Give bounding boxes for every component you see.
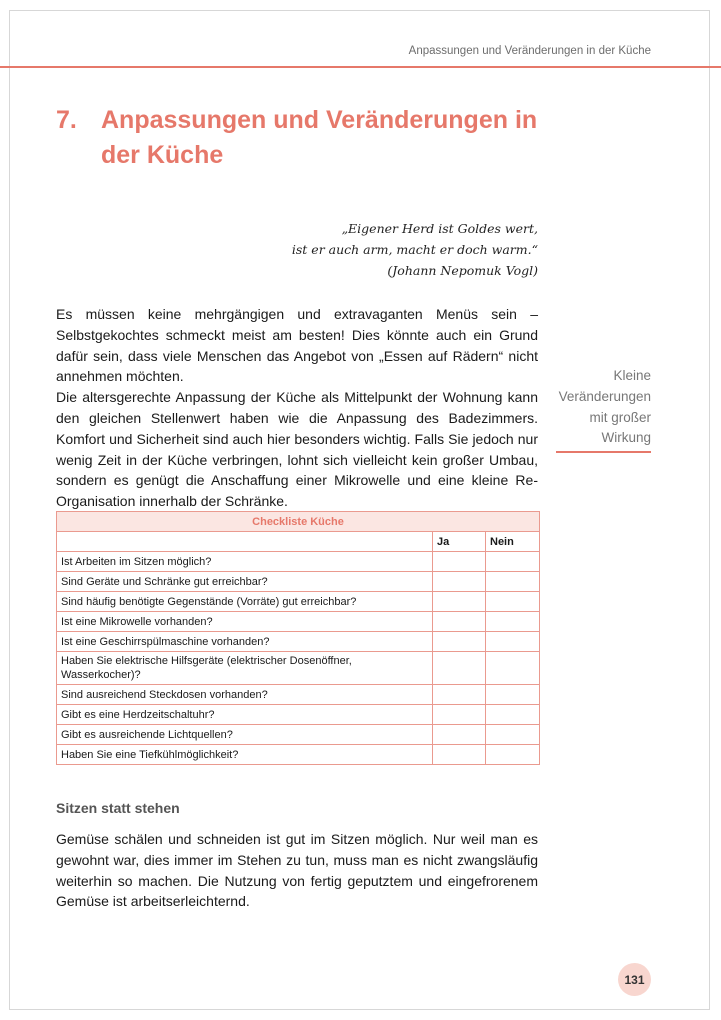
table-row: [57, 745, 540, 765]
checkbox-yes[interactable]: [433, 725, 486, 745]
checkbox-no[interactable]: [486, 592, 540, 612]
table-row: [57, 705, 540, 725]
table-row: [57, 725, 540, 745]
checklist-question: Haben Sie eine Tiefkühlmöglichkeit?: [57, 745, 433, 765]
checkbox-yes[interactable]: [433, 632, 486, 652]
checklist-question: Sind häufig benötigte Gegenstände (Vorräte) gut erreichbar?: [57, 592, 433, 612]
checkbox-no[interactable]: [486, 685, 540, 705]
table-row: [57, 612, 540, 632]
running-header: Anpassungen und Veränderungen in der Küche: [408, 45, 651, 57]
table-row: [57, 685, 540, 705]
checkbox-yes[interactable]: [433, 552, 486, 572]
checklist-question: Ist Arbeiten im Sitzen möglich?: [57, 552, 433, 572]
checkbox-yes[interactable]: [433, 612, 486, 632]
checklist-question: Ist eine Geschirrspülmaschine vorhanden?: [57, 632, 433, 652]
checkbox-yes[interactable]: [433, 652, 486, 685]
margin-note: Kleine Veränderungen mit großer Wirkung: [556, 366, 651, 453]
chapter-number: 7.: [56, 106, 77, 134]
quote-author: (Johann Nepomuk Vogl): [387, 263, 538, 278]
checkbox-yes[interactable]: [433, 745, 486, 765]
checkbox-yes[interactable]: [433, 705, 486, 725]
checklist-table: [56, 511, 540, 765]
checkbox-yes[interactable]: [433, 592, 486, 612]
section-text: [56, 829, 538, 912]
checkbox-no[interactable]: [486, 612, 540, 632]
table-row: [57, 552, 540, 572]
intro-text: [56, 304, 538, 512]
checkbox-no[interactable]: [486, 552, 540, 572]
section-heading: Sitzen statt stehen: [56, 800, 180, 816]
checklist-question: Sind ausreichend Steckdosen vorhanden?: [57, 685, 433, 705]
table-row: [57, 652, 540, 685]
header-rule: [0, 66, 721, 68]
checklist-title: Checkliste Küche: [57, 512, 540, 532]
table-row: [57, 632, 540, 652]
quote-line-2: ist er auch arm, macht er doch warm.“: [291, 242, 538, 257]
checklist-header-no: Nein: [486, 532, 540, 552]
checklist-header-yes: Ja: [433, 532, 486, 552]
checklist-question: Gibt es ausreichende Lichtquellen?: [57, 725, 433, 745]
checkbox-no[interactable]: [486, 705, 540, 725]
table-row: [57, 592, 540, 612]
checklist-question: Haben Sie elektrische Hilfsgeräte (elektrischer Dosenöffner, Wasserkocher)?: [57, 652, 433, 685]
quote-line-1: „Eigener Herd ist Goldes wert,: [341, 221, 538, 236]
checkbox-no[interactable]: [486, 745, 540, 765]
checklist-question: Sind Geräte und Schränke gut erreichbar?: [57, 572, 433, 592]
checkbox-no[interactable]: [486, 572, 540, 592]
intro-paragraph-1: Es müssen keine mehrgängigen und extravaganten Menüs sein – Selbstgekochtes schmeckt meist am besten! Dies könnte auch ein Grund dafür sein, dass viele Menschen das Angebot von „Essen auf Rädern“ nicht annehmen möchten.: [56, 306, 538, 385]
checkbox-yes[interactable]: [433, 685, 486, 705]
checklist-header-question: [57, 532, 433, 552]
chapter-title: Anpassungen und Veränderungen in der Küche: [101, 106, 538, 169]
section-paragraph: Gemüse schälen und schneiden ist gut im Sitzen möglich. Nur weil man es gewohnt war, dies immer im Stehen zu tun, muss man es nicht zwangsläufig weiterhin so machen. Die Nutzung von fertig geputztem und eingefrorenem Gemüse ist arbeitserleichternd.: [56, 831, 538, 910]
epigraph-quote: [292, 218, 538, 281]
table-row: [57, 572, 540, 592]
checklist-question: Gibt es eine Herdzeitschaltuhr?: [57, 705, 433, 725]
checklist-question: Ist eine Mikrowelle vorhanden?: [57, 612, 433, 632]
checkbox-no[interactable]: [486, 725, 540, 745]
page-number: 131: [618, 963, 651, 996]
intro-paragraph-2: Die altersgerechte Anpassung der Küche als Mittelpunkt der Wohnung kann den gleichen Stellenwert haben wie die Anpassung des Badezimmers. Komfort und Sicherheit sind auch hier besonders wichtig. Falls Sie jedoch nur wenig Zeit in der Küche verbringen, lohnt sich vielleicht kein großer Umbau, sondern es genügt die Anschaffung einer Mikrowelle und eine kleine Re-Organisation innerhalb der Schränke.: [56, 389, 538, 510]
chapter-heading: [56, 103, 556, 173]
checkbox-no[interactable]: [486, 652, 540, 685]
checkbox-yes[interactable]: [433, 572, 486, 592]
checkbox-no[interactable]: [486, 632, 540, 652]
